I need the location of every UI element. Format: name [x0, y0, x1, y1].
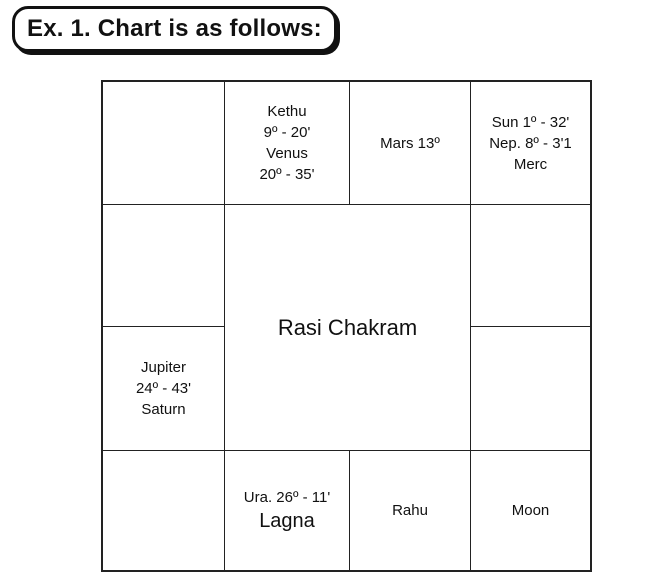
house-bottom-4	[471, 451, 590, 570]
house-bottom-1	[103, 451, 225, 570]
chart-center	[225, 205, 471, 451]
house-left-2	[103, 205, 225, 327]
house-top-2-line-2: 9º - 20'	[263, 124, 311, 141]
house-top-2-line-1: Kethu	[267, 103, 307, 120]
house-bottom-2-line-1: Ura. 26º - 11'	[243, 489, 331, 506]
house-bottom-3	[350, 451, 471, 570]
house-left-3-line-2: 24º - 43'	[135, 380, 192, 397]
house-top-2-line-4: 20º - 35'	[259, 166, 315, 183]
house-top-3-line-1: Mars 13º	[380, 134, 440, 152]
lagna-label: Lagna	[259, 510, 315, 532]
house-top-4-line-3: Merc	[513, 155, 548, 173]
house-top-4	[471, 82, 590, 205]
house-bottom-4-line-1: Moon	[511, 502, 550, 519]
house-top-1	[103, 82, 225, 205]
house-left-3	[103, 327, 225, 451]
house-top-4-line-1: Sun 1º - 32'	[491, 113, 570, 131]
house-right-3	[471, 327, 590, 451]
house-top-3	[350, 82, 471, 205]
center-label: Rasi Chakram	[277, 314, 418, 340]
rasi-chart	[101, 80, 592, 572]
house-top-2	[225, 82, 350, 205]
house-top-4-line-2: Nep. 8º - 3'1	[489, 134, 572, 152]
house-right-2	[471, 205, 590, 327]
house-bottom-3-line-1: Rahu	[392, 502, 428, 519]
house-bottom-2	[225, 451, 350, 570]
house-top-2-line-3: Venus	[266, 145, 308, 162]
house-left-3-line-1: Jupiter	[140, 359, 187, 376]
example-heading: Ex. 1. Chart is as follows:	[12, 6, 337, 52]
house-left-3-line-3: Saturn	[141, 401, 186, 418]
